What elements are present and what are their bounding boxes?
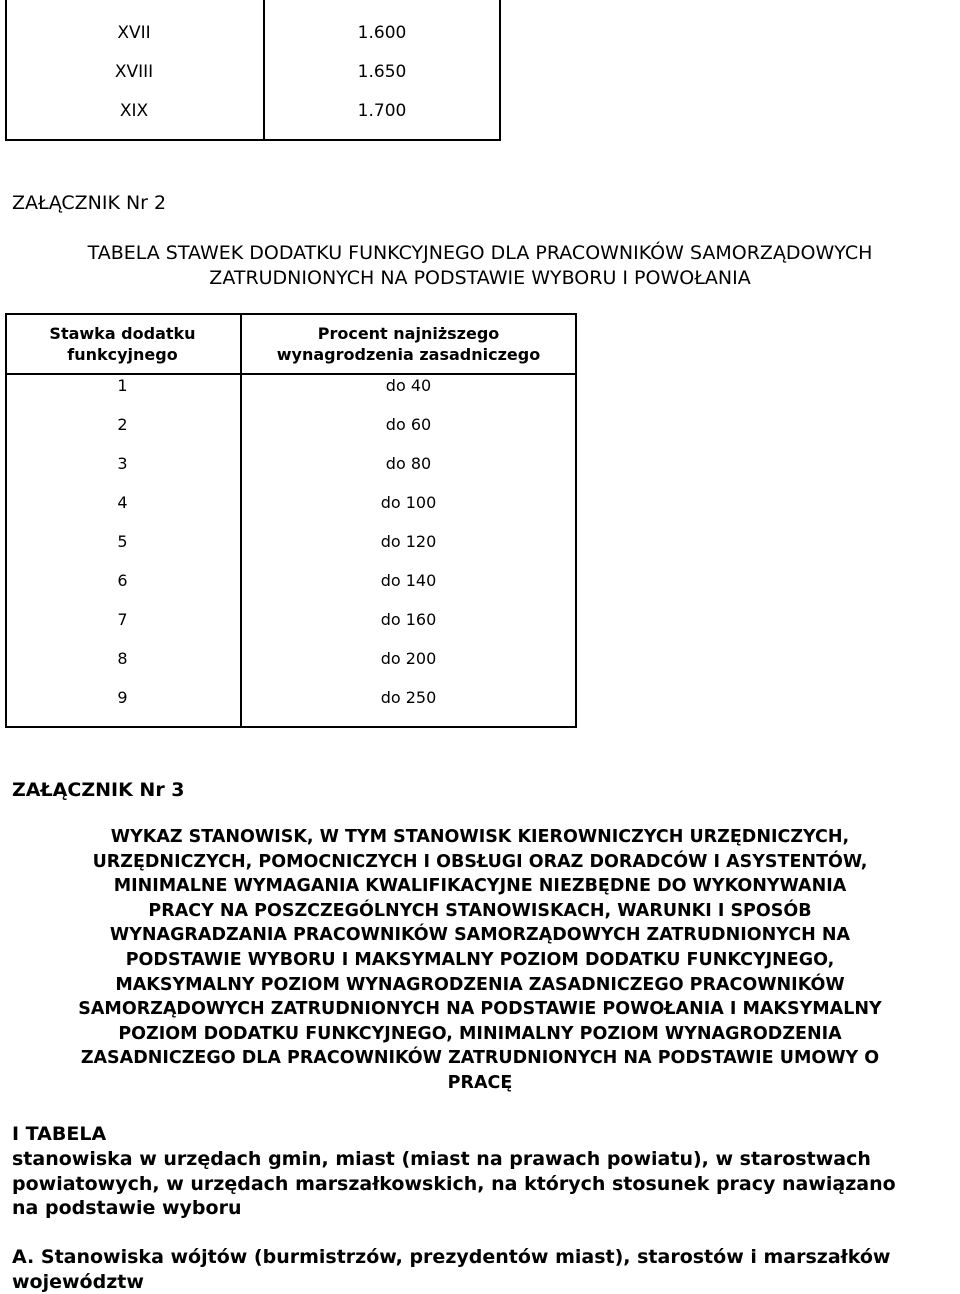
col-header-rate — [5, 315, 240, 373]
function-allowance-table — [5, 313, 577, 728]
section-a-line: województw — [12, 1270, 960, 1294]
table-description — [12, 1147, 960, 1221]
percent-cell: do 100 — [240, 493, 577, 512]
col-header-text: funkcyjnego — [49, 344, 195, 365]
col-header-text: wynagrodzenia zasadniczego — [277, 344, 540, 365]
col-header-text: Stawka dodatku — [49, 323, 195, 344]
annex3-title-line: WYKAZ STANOWISK, W TYM STANOWISK KIEROWNICZYCH URZĘDNICZYCH, — [0, 825, 960, 850]
continuation-table — [5, 0, 501, 141]
value-cell: 1.700 — [263, 101, 501, 121]
annex2-title-line: ZATRUDNIONYCH NA PODSTAWIE WYBORU I POWOŁANIA — [0, 266, 960, 291]
annex3-title-line: URZĘDNICZYCH, POMOCNICZYCH I OBSŁUGI ORAZ DORADCÓW I ASYSTENTÓW, — [0, 850, 960, 875]
table-description-line: powiatowych, w urzędach marszałkowskich, na których stosunek pracy nawiązano — [12, 1172, 960, 1197]
percent-cell: do 120 — [240, 532, 577, 551]
col-header-percent — [240, 315, 577, 373]
annex3-title-line: PRACY NA POSZCZEGÓLNYCH STANOWISKACH, WARUNKI I SPOSÓB — [0, 899, 960, 924]
rate-cell: 8 — [5, 649, 240, 668]
rate-cell: 7 — [5, 610, 240, 629]
table-description-line: stanowiska w urzędach gmin, miast (miast na prawach powiatu), w starostwach — [12, 1147, 960, 1172]
annex3-heading: ZAŁĄCZNIK Nr 3 — [12, 779, 185, 801]
annex3-title-line: WYNAGRADZANIA PRACOWNIKÓW SAMORZĄDOWYCH ZATRUDNIONYCH NA — [0, 923, 960, 948]
annex3-title-line: MINIMALNE WYMAGANIA KWALIFIKACYJNE NIEZBĘDNE DO WYKONYWANIA — [0, 874, 960, 899]
table-border-bottom — [5, 139, 501, 141]
table-label: I TABELA — [12, 1122, 960, 1147]
rate-cell: 1 — [5, 376, 240, 395]
percent-cell: do 140 — [240, 571, 577, 590]
annex3-title-line: PODSTAWIE WYBORU I MAKSYMALNY POZIOM DODATKU FUNKCYJNEGO, — [0, 948, 960, 973]
rate-cell: 4 — [5, 493, 240, 512]
section-a-line: A. Stanowiska wójtów (burmistrzów, prezydentów miast), starostów i marszałków — [12, 1245, 960, 1270]
level-cell: XIX — [5, 101, 263, 121]
col-header-text: Procent najniższego — [277, 323, 540, 344]
percent-cell: do 250 — [240, 688, 577, 707]
section-a — [12, 1245, 960, 1294]
percent-cell: do 200 — [240, 649, 577, 668]
annex2-title-line: TABELA STAWEK DODATKU FUNKCYJNEGO DLA PRACOWNIKÓW SAMORZĄDOWYCH — [0, 241, 960, 266]
table-header-divider — [5, 373, 577, 375]
table-description-line: na podstawie wyboru — [12, 1196, 960, 1221]
table-border-bottom — [5, 726, 577, 728]
level-cell: XVII — [5, 23, 263, 43]
rate-cell: 2 — [5, 415, 240, 434]
level-cell: XVIII — [5, 62, 263, 82]
annex3-title — [0, 825, 960, 1096]
rate-cell: 5 — [5, 532, 240, 551]
annex2-heading: ZAŁĄCZNIK Nr 2 — [12, 192, 166, 214]
annex3-title-line: PRACĘ — [0, 1071, 960, 1096]
annex3-title-line: MAKSYMALNY POZIOM WYNAGRODZENIA ZASADNICZEGO PRACOWNIKÓW — [0, 973, 960, 998]
annex3-title-line: SAMORZĄDOWYCH ZATRUDNIONYCH NA PODSTAWIE POWOŁANIA I MAKSYMALNY — [0, 997, 960, 1022]
value-cell: 1.650 — [263, 62, 501, 82]
value-cell: 1.600 — [263, 23, 501, 43]
percent-cell: do 60 — [240, 415, 577, 434]
rate-cell: 6 — [5, 571, 240, 590]
percent-cell: do 80 — [240, 454, 577, 473]
percent-cell: do 160 — [240, 610, 577, 629]
annex3-title-line: ZASADNICZEGO DLA PRACOWNIKÓW ZATRUDNIONYCH NA PODSTAWIE UMOWY O — [0, 1046, 960, 1071]
annex3-title-line: POZIOM DODATKU FUNKCYJNEGO, MINIMALNY POZIOM WYNAGRODZENIA — [0, 1022, 960, 1047]
annex2-title — [0, 241, 960, 291]
percent-cell: do 40 — [240, 376, 577, 395]
rate-cell: 3 — [5, 454, 240, 473]
rate-cell: 9 — [5, 688, 240, 707]
